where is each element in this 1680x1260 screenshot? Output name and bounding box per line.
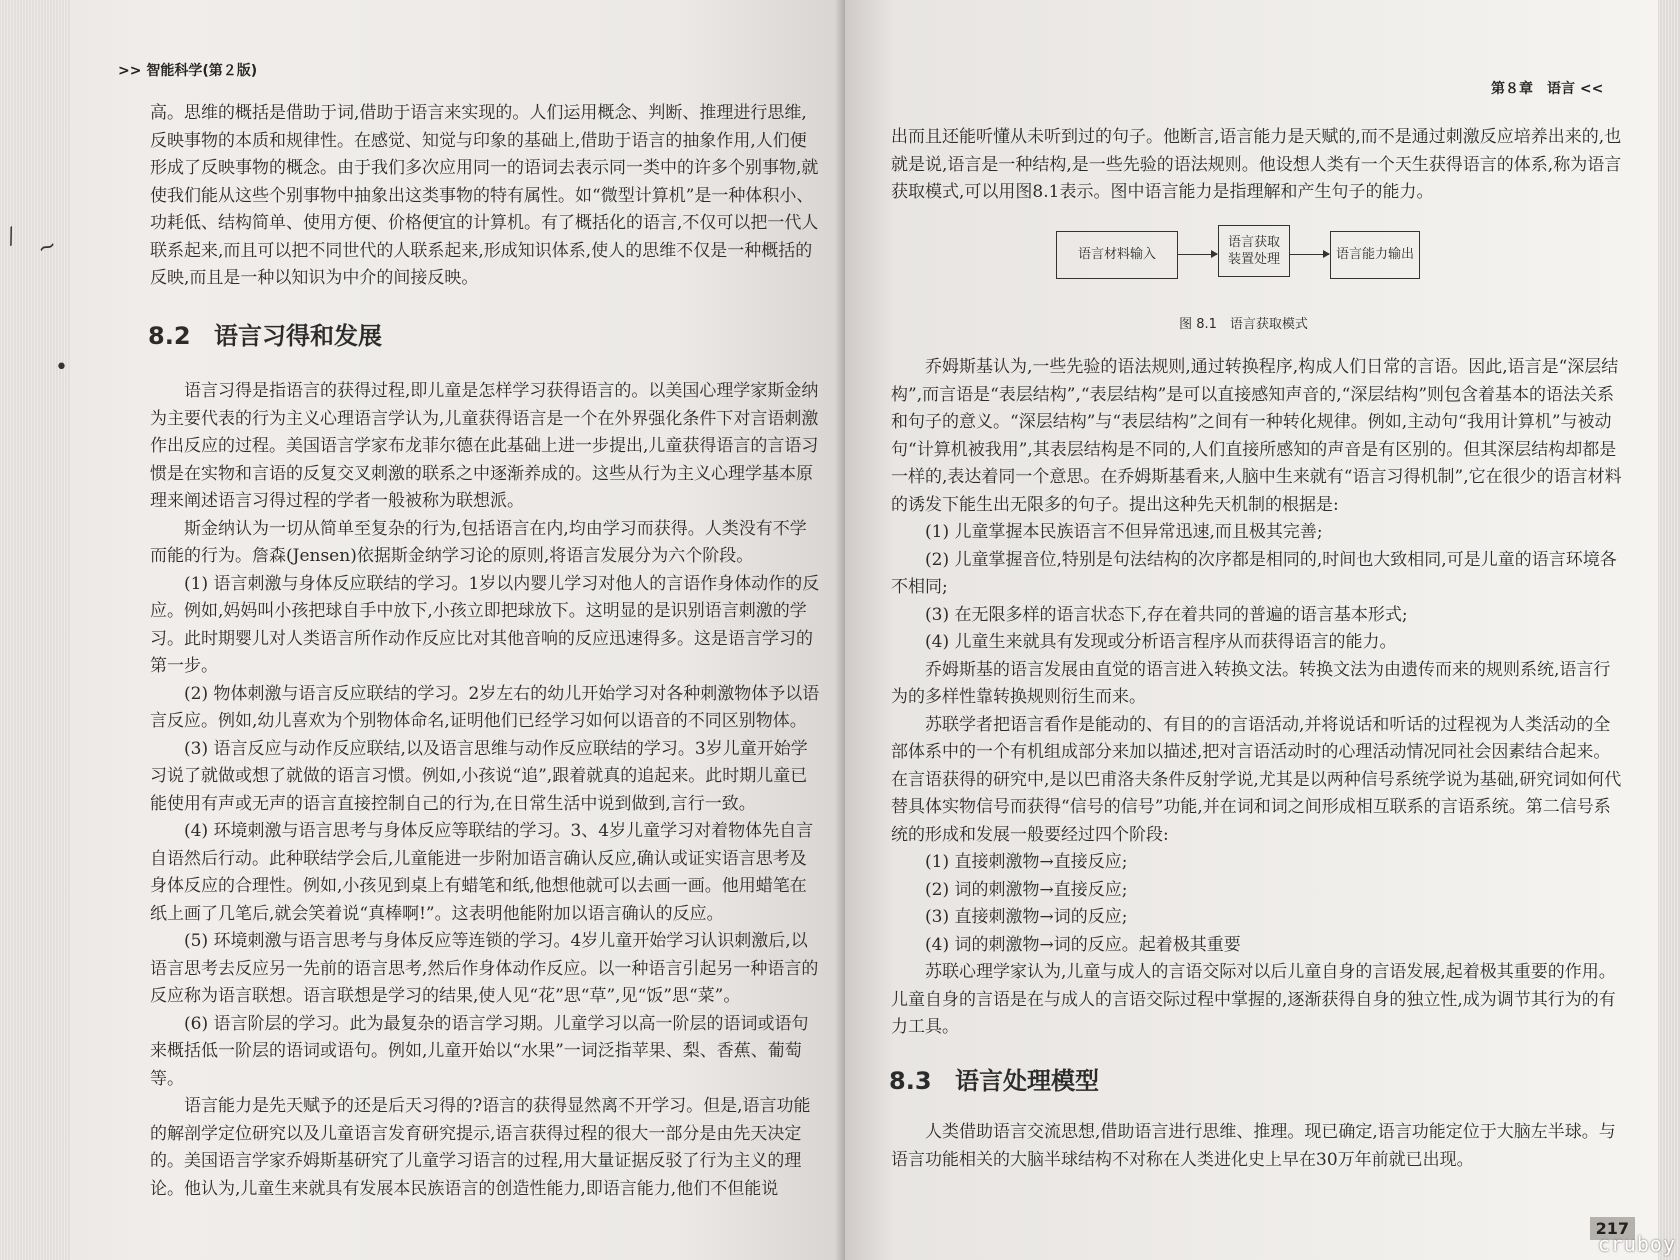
list-item: (1) 儿童掌握本民族语言不但异常迅速,而且极其完善; (925, 522, 1323, 542)
watermark: cruboy (1597, 1232, 1676, 1256)
section-number: 8.2 (148, 321, 191, 350)
list-item: (3) 直接刺激物→词的反应; (925, 907, 1128, 927)
list-item: (4) 儿童生来就具有发现或分析语言程序从而获得语言的能力。 (925, 632, 1397, 652)
pen-mark: ⁄ (3, 225, 20, 250)
running-head-left: >> 智能科学(第２版) (118, 63, 258, 79)
figure-caption: 图 8.1 语言获取模式 (1179, 316, 1308, 332)
paragraph: 高。思维的概括是借助于词,借助于语言来实现的。人们运用概念、判断、推理进行思维,反映事物的本质和规律性。在感觉、知觉与印象的基础上,借助于语言的抽象作用,人们便形成了反映事物的概念。由于我们多次应用同一的语词去表示同一类中的许多个别事物,就使我们能从这些个别事物中抽象出这类事物的特有属性。如“微型计算机”是一种体积小、功耗低、结构简单、使用方便、价格便宜的计算机。有了概括化的语言,不仅可以把一代人联系起来,而且可以把不同世代的人联系起来,形成知识体系,使人的思维不仅是一种概括的反映,而且是一种以知识为中介的间接反映。 (150, 103, 819, 288)
figure-box-device-line1: 语言获取 (1227, 234, 1280, 250)
section-title: 语言习得和发展 (214, 321, 382, 350)
figure-box-device (1218, 225, 1290, 277)
paragraph: 出而且还能听懂从未听到过的句子。他断言,语言能力是天赋的,而不是通过刺激反应培养出来的,也就是说,语言是一种结构,是一些先验的语法规则。他设想人类有一个天生获得语言的体系,称为语言获取模式,可以用图8.1表示。图中语言能力是指理解和产生句子的能力。 (891, 127, 1622, 202)
list-item: (3) 在无限多样的语言状态下,存在着共同的普遍的语言基本形式; (925, 604, 1408, 625)
paragraph: 语言能力是先天赋予的还是后天习得的?语言的获得显然离不开学习。但是,语言功能的解剖学定位研究以及儿童语言发育研究提示,语言获得过程的很大一部分是由先天决定的。美国语言学家乔姆斯基研究了儿童学习语言的过程,用大量证据反驳了行为主义的理论。他认为,儿童生来就具有发展本民族语言的创造性能力,即语言能力,他们不但能说 (150, 1096, 811, 1199)
paragraph: (1) 语言刺激与身体反应联结的学习。1岁以内婴儿学习对他人的言语作身体动作的反应。例如,妈妈叫小孩把球自手中放下,小孩立即把球放下。这明显的是识别语言刺激的学习。此时期婴儿对人类语言所作动作反应比对其他音响的反应迅速得多。这是语言学习的第一步。 (150, 573, 820, 676)
paragraph: 斯金纳认为一切从简单至复杂的行为,包括语言在内,均由学习而获得。人类没有不学而能的行为。詹森(Jensen)依据斯金纳学习论的原则,将语言发展分为六个阶段。 (150, 518, 807, 566)
arrow-icon (1289, 254, 1329, 255)
paragraph: 苏联学者把语言看作是能动的、有目的的言语活动,并将说话和听话的过程视为人类活动的全部体系中的一个有机组成部分来加以描述,把对言语活动时的心理活动情况同社会因素结合起来。在言语获得的研究中,是以巴甫洛夫条件反射学说,尤其是以两种信号系统学说为基础,研究词如何代替具体实物信号而获得“信号的信号”功能,并在词和词之间形成相互联系的言语系统。第二信号系统的形成和发展一般要经过四个阶段: (891, 714, 1622, 845)
section-heading-8-3 (889, 1068, 1626, 1096)
page-stack-edge (0, 0, 70, 1260)
pen-mark: • (55, 355, 68, 380)
paragraph: (2) 物体刺激与语言反应联结的学习。2岁左右的幼儿开始学习对各种刺激物体予以语言反应。例如,幼儿喜欢为个别物体命名,证明他们已经学习如何以语音的不同区别物体。 (150, 683, 820, 731)
list-item: (1) 直接刺激物→直接反应; (925, 852, 1128, 872)
paragraph: (6) 语言阶层的学习。此为最复杂的语言学习期。儿童学习以高一阶层的语词或语句来概括低一阶层的语词或语句。例如,儿童开始以“水果”一词泛指苹果、梨、香蕉、葡萄等。 (150, 1013, 809, 1089)
list-item: (2) 儿童掌握音位,特别是句法结构的次序都是相同的,时间也大致相同,可是儿童的语言环境各不相同; (891, 549, 1617, 597)
paragraph: 乔姆斯基认为,一些先验的语法规则,通过转换程序,构成人们日常的言语。因此,语言是“深层结构”,而言语是“表层结构”,“表层结构”是可以直接感知声音的,“深层结构”则包含着基本的语法关系和句子的意义。“深层结构”与“表层结构”之间有一种转化规律。例如,主动句“我用计算机”与被动句“计算机被我用”,其表层结构是不同的,人们直接所感知的声音是有区别的。但其深层结构却都是一样的,表达着同一个意思。在乔姆斯基看来,人脑中生来就有“语言习得机制”,它在很少的语言材料的诱发下能生出无限多的句子。提出这种先天机制的根据是: (891, 357, 1622, 515)
paragraph: (4) 环境刺激与语言思考与身体反应等联结的学习。3、4岁儿童学习对着物体先自言自语然后行动。此种联结学会后,儿童能进一步附加语言确认反应,确认或证实语言思考及身体反应的合理性。例如,小孩见到桌上有蜡笔和纸,他想他就可以去画一画。他用蜡笔在纸上画了几笔后,就会笑着说“真棒啊!”。这表明他能附加以语言确认的反应。 (150, 821, 814, 924)
paragraph: (3) 语言反应与动作反应联结,以及语言思维与动作反应联结的学习。3岁儿童开始学习说了就做或想了就做的语言习惯。例如,小孩说“追”,跟着就真的追起来。此时期儿童已能使用有声或无声的语言直接控制自己的行为,在日常生活中说到做到,言行一致。 (150, 738, 808, 814)
arrow-icon (1177, 254, 1217, 255)
paragraph: 人类借助语言交流思想,借助语言进行思维、推理。现已确定,语言功能定位于大脑左半球。与语言功能相关的大脑半球结构不对称在人类进化史上早在30万年前就已出现。 (891, 1122, 1616, 1170)
paragraph: 苏联心理学家认为,儿童与成人的言语交际对以后儿童自身的言语发展,起着极其重要的作用。儿童自身的言语是在与成人的言语交际过程中掌握的,逐渐获得自身的独立性,成为调节其行为的有力工具。 (891, 962, 1616, 1037)
figure-box-input: 语言材料输入 (1056, 231, 1178, 279)
figure-box-output: 语言能力输出 (1330, 231, 1420, 279)
section-number: 8.3 (889, 1066, 932, 1095)
figure-box-device-line2: 装置处理 (1227, 251, 1280, 267)
pen-mark: ~ (34, 232, 61, 263)
section-heading-8-2 (148, 323, 820, 351)
running-head-right: 第８章 语言 << (1491, 81, 1604, 97)
paragraph: 乔姆斯基的语言发展由直觉的语言进入转换文法。转换文法为由遗传而来的规则系统,语言行为的多样性靠转换规则衍生而来。 (891, 659, 1611, 707)
list-item: (4) 词的刺激物→词的反应。起着极其重要 (925, 934, 1241, 955)
list-item: (2) 词的刺激物→直接反应; (925, 879, 1128, 900)
left-text-column (150, 100, 820, 1203)
paragraph: (5) 环境刺激与语言思考与身体反应等连锁的学习。4岁儿童开始学习认识刺激后,以语言思考去反应另一先前的语言思考,然后作身体动作反应。以一种语言引起另一种语言的反应称为语言联想。语言联想是学习的结果,使人见“花”思“草”,见“饭”思“菜”。 (150, 931, 819, 1006)
page-number: 217 (1590, 1217, 1635, 1240)
page-stack-edge (1658, 0, 1680, 1260)
right-text-column (891, 124, 1626, 1174)
paragraph: 语言习得是指语言的获得过程,即儿童是怎样学习获得语言的。以美国心理学家斯金纳为主要代表的行为主义心理语言学认为,儿童获得语言是一个在外界强化条件下对言语刺激作出反应的过程。美国语言学家布龙菲尔德在此基础上进一步提出,儿童获得语言的言语习惯是在实物和言语的反复交叉刺激的联系之中逐渐养成的。这些从行为主义心理学基本原理来阐述语言习得过程的学者一般被称为联想派。 (150, 381, 819, 511)
section-title: 语言处理模型 (955, 1066, 1099, 1095)
figure-8-1 (891, 215, 1626, 307)
right-page (845, 0, 1680, 1260)
